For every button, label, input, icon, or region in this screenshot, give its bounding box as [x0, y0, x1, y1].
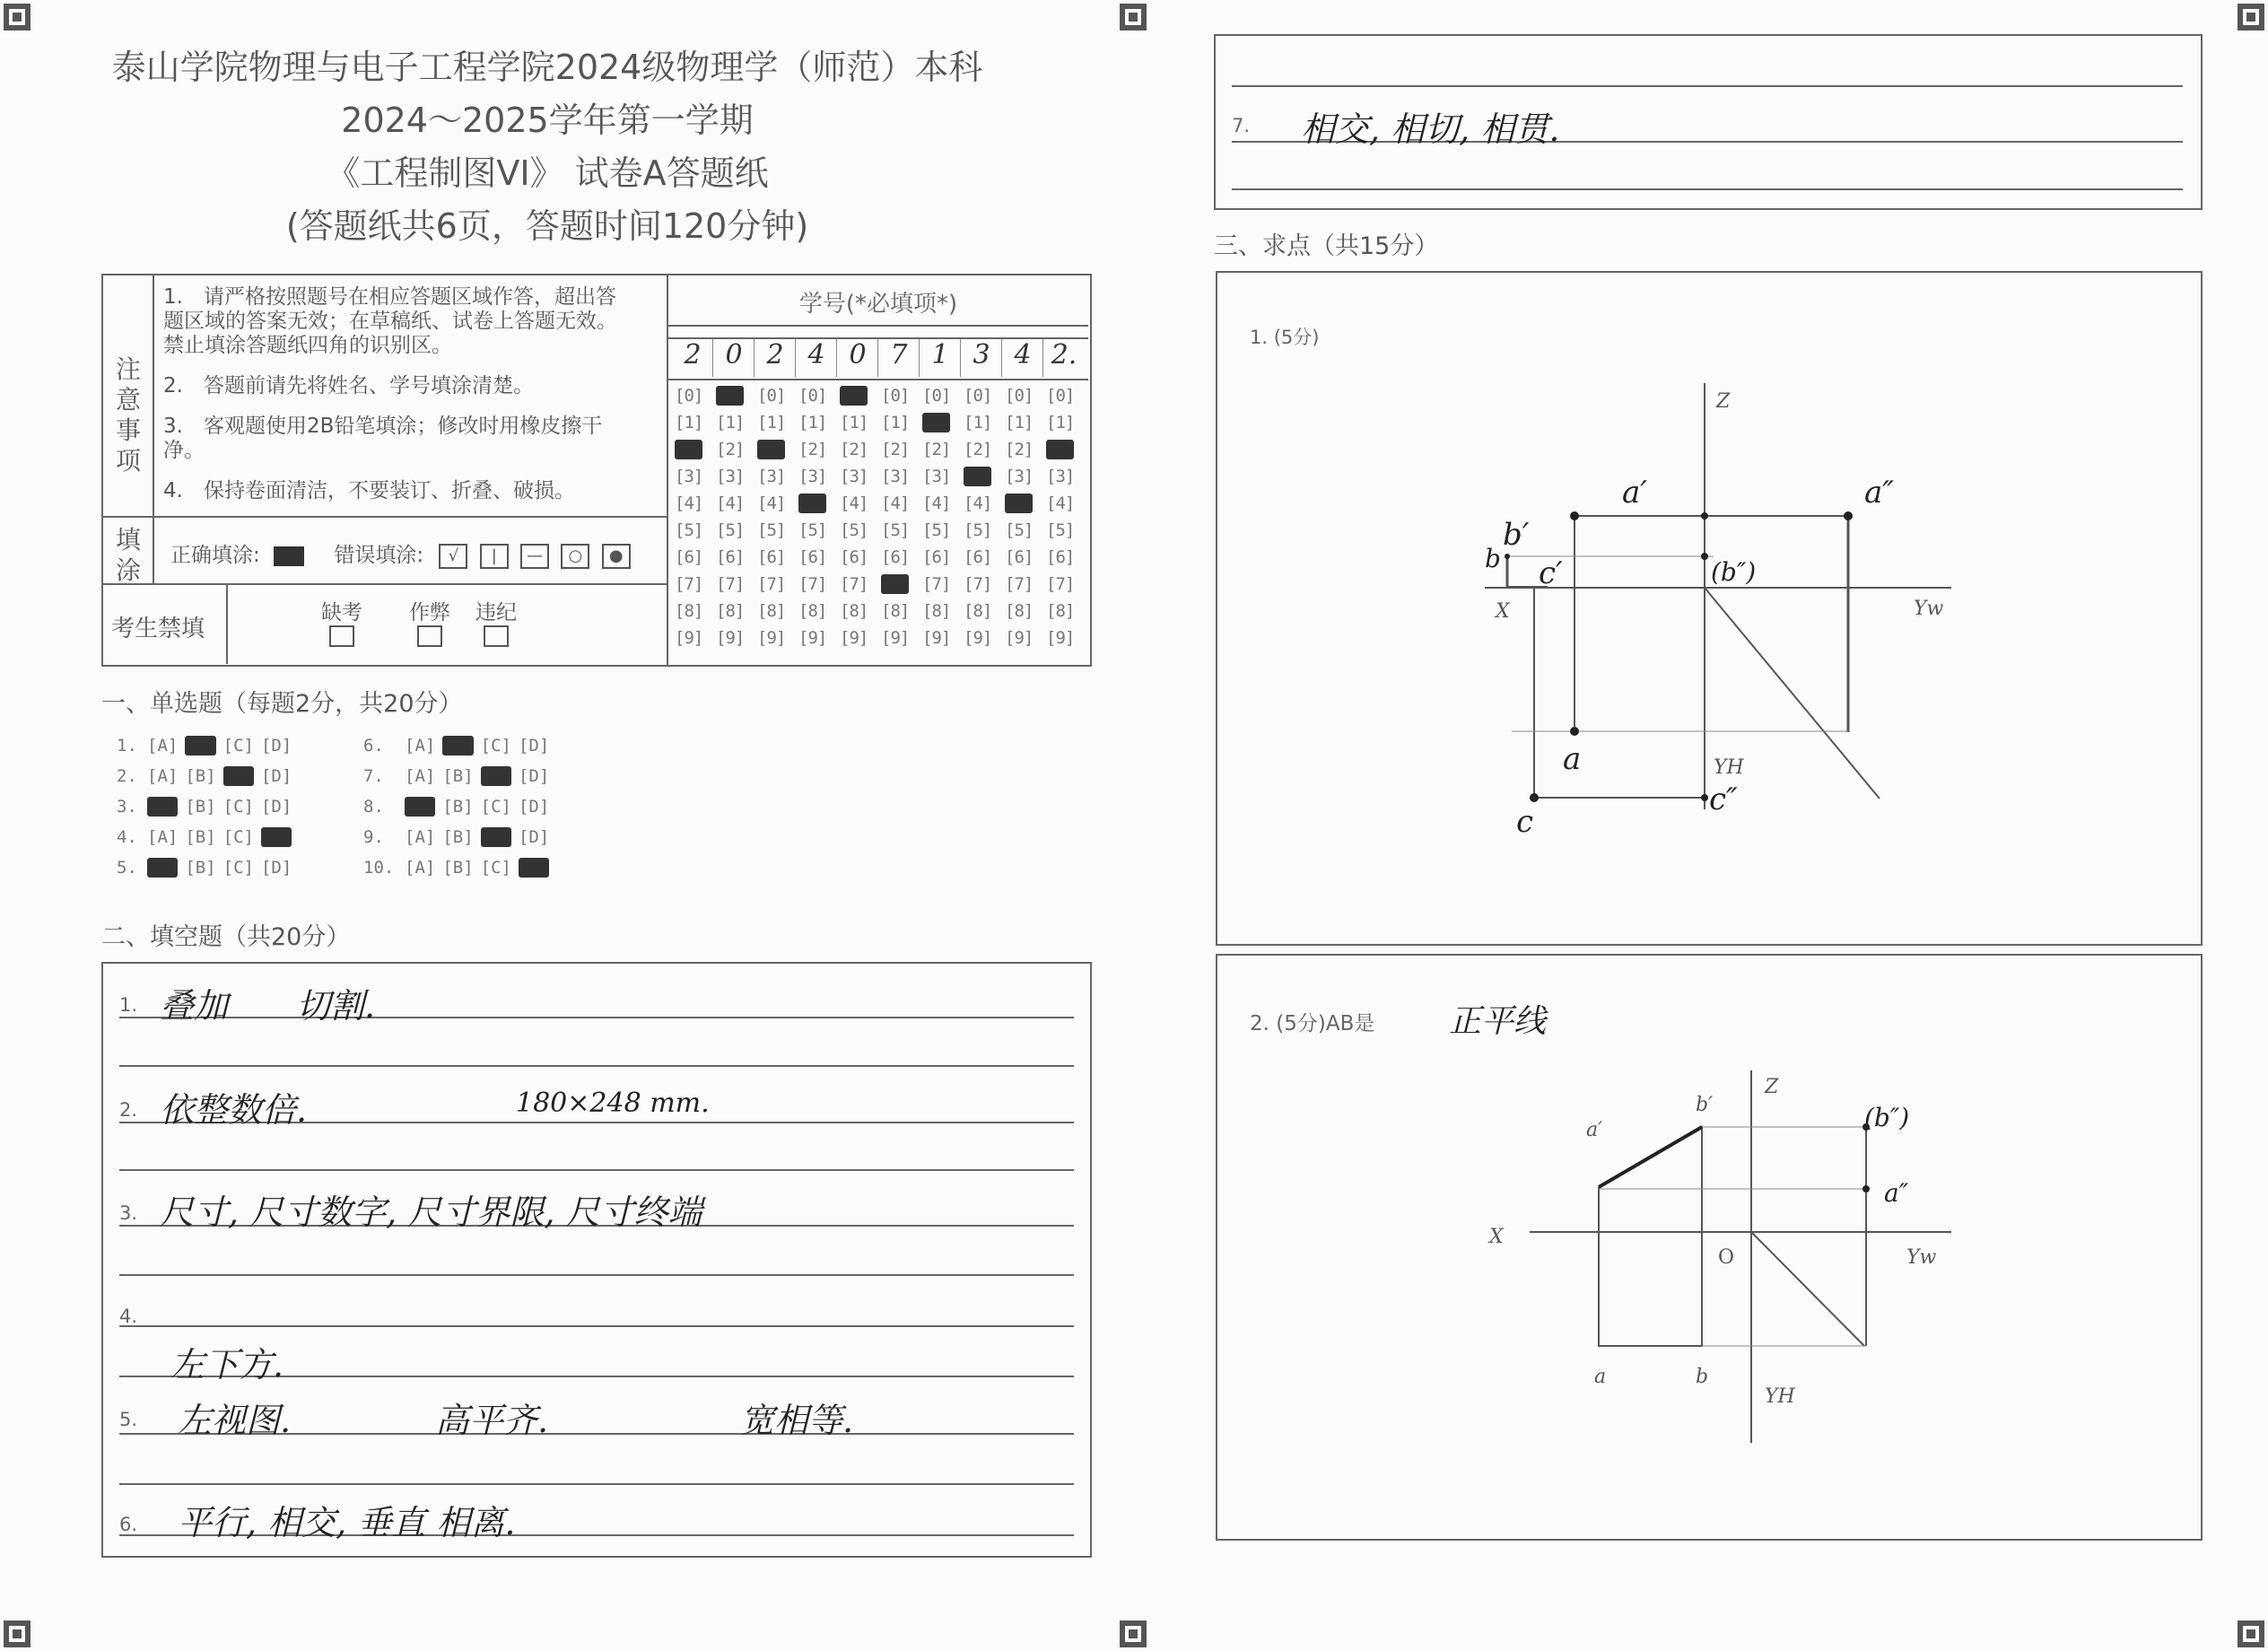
student-id-bubble[interactable]: [9]: [798, 628, 827, 648]
choice-bubble[interactable]: [223, 766, 254, 786]
fb-answer-7: 相交, 相切, 相贯.: [1301, 109, 1560, 149]
student-id-bubble[interactable]: [757, 440, 785, 459]
q1-label-a: a: [1563, 741, 1582, 777]
student-id-bubble[interactable]: [8]: [798, 601, 827, 621]
student-id-bubble[interactable]: [3]: [1005, 467, 1034, 486]
single-choice-question: [117, 827, 299, 847]
student-id-bubble[interactable]: [4]: [964, 494, 992, 513]
student-id-bubble[interactable]: [0]: [675, 386, 703, 406]
student-id-bubble[interactable]: [1]: [716, 413, 745, 432]
choice-bubble[interactable]: [147, 797, 178, 817]
q1-label-yh: YH: [1714, 756, 1744, 779]
question-number: 3.: [117, 797, 137, 817]
student-id-digit-2: 0: [725, 339, 743, 371]
choice-bubble[interactable]: [A]: [405, 858, 436, 878]
student-id-bubble[interactable]: [716, 386, 744, 406]
student-id-bubble[interactable]: [8]: [881, 601, 910, 621]
student-id-bubble[interactable]: [6]: [1046, 547, 1075, 567]
student-id-bubble[interactable]: [0]: [798, 386, 827, 406]
answer-rule-line: [119, 1483, 1074, 1485]
single-choice-question: [363, 736, 556, 756]
student-id-bubble[interactable]: [4]: [881, 494, 910, 513]
exam-title-line1: 泰山学院物理与电子工程学院2024级物理学（师范）本科: [111, 48, 983, 87]
choice-bubble[interactable]: [C]: [222, 858, 254, 878]
choice-bubble[interactable]: [D]: [518, 736, 550, 756]
fb-answer-1b: 切割.: [296, 986, 376, 1026]
student-id-bubble[interactable]: [5]: [716, 520, 745, 540]
choice-bubble[interactable]: [C]: [222, 797, 254, 817]
choice-bubble[interactable]: [481, 827, 511, 847]
answer-rule-line: [119, 1274, 1074, 1276]
student-id-bubble[interactable]: [8]: [757, 601, 786, 621]
wrong-fill-dash: —: [520, 544, 549, 569]
choice-bubble[interactable]: [442, 736, 473, 756]
student-id-bubble[interactable]: [6]: [798, 547, 827, 567]
q1-label-c2: c″: [1709, 782, 1738, 817]
single-choice-question: [117, 766, 299, 786]
student-id-bubble[interactable]: [0]: [757, 386, 786, 406]
question-number: 9.: [363, 827, 384, 847]
student-id-bubble[interactable]: [5]: [964, 520, 992, 540]
choice-bubble[interactable]: [D]: [260, 858, 292, 878]
single-choice-question: [117, 797, 299, 817]
student-id-bubble[interactable]: [0]: [881, 386, 910, 406]
student-id-bubble[interactable]: [3]: [675, 467, 703, 486]
student-id-bubble[interactable]: [3]: [881, 467, 910, 486]
q1-label-b2: (b″): [1711, 557, 1757, 587]
student-id-bubble[interactable]: [0]: [922, 386, 951, 406]
fb-answer-1a: 叠加: [160, 986, 229, 1026]
fb-num-7: 7.: [1232, 115, 1251, 136]
student-id-bubble[interactable]: [2]: [1005, 440, 1034, 459]
q1-projection-drawing: [1216, 271, 2199, 942]
choice-bubble[interactable]: [D]: [518, 797, 550, 817]
student-id-digit-10: 2.: [1051, 339, 1077, 371]
corner-marker-top-middle: [1120, 4, 1147, 31]
choice-bubble[interactable]: [B]: [185, 858, 216, 878]
student-id-bubble[interactable]: [6]: [964, 547, 992, 567]
absent-checkbox[interactable]: [329, 625, 354, 647]
student-id-digit-1: 2: [684, 339, 702, 371]
fb-num-3: 3.: [119, 1202, 138, 1224]
answer-rule-line: [119, 1017, 1074, 1018]
q2-label-b1: b′: [1696, 1094, 1714, 1116]
corner-marker-bottom-left: [4, 1620, 31, 1647]
student-id-bubble[interactable]: [5]: [922, 520, 951, 540]
student-id-bubble[interactable]: [3]: [716, 467, 745, 486]
q1-label-c: c: [1516, 804, 1534, 840]
q1-label-x: X: [1496, 600, 1510, 623]
choice-bubble[interactable]: [405, 797, 435, 817]
student-id-bubble[interactable]: [8]: [716, 601, 745, 621]
student-id-bubble[interactable]: [1]: [1005, 413, 1034, 432]
student-id-label: 学号(*必填项*): [798, 291, 958, 318]
student-id-bubble[interactable]: [1]: [881, 413, 910, 432]
student-id-bubble[interactable]: [1]: [675, 413, 703, 432]
question-number: 1.: [117, 736, 137, 756]
student-id-bubble[interactable]: [6]: [1005, 547, 1034, 567]
question-number: 2.: [117, 766, 137, 786]
choice-bubble[interactable]: [A]: [147, 766, 179, 786]
choice-bubble[interactable]: [B]: [442, 766, 474, 786]
corner-marker-top-left: [4, 4, 31, 31]
wrong-fill-label: 错误填涂:: [334, 544, 424, 567]
student-id-bubble[interactable]: [9]: [675, 628, 703, 648]
q2-label-b2: (b″): [1864, 1103, 1910, 1132]
q1-label-z: Z: [1716, 390, 1731, 413]
prohibited-violation: 违纪: [475, 596, 517, 652]
student-id-bubble[interactable]: [9]: [757, 628, 786, 648]
notice-label: 注意事项: [115, 354, 141, 476]
q1-label: 1. (5分): [1250, 327, 1320, 348]
student-id-bubble[interactable]: [2]: [716, 440, 745, 459]
wrong-fill-circle: ○: [561, 544, 589, 569]
question-number: 7.: [363, 766, 384, 786]
student-id-bubble[interactable]: [0]: [1046, 386, 1075, 406]
student-id-bubble[interactable]: [2]: [840, 440, 868, 459]
answer-rule-line: [119, 1065, 1074, 1067]
student-id-bubble[interactable]: [1]: [840, 413, 868, 432]
fb-num-2: 2.: [119, 1099, 138, 1121]
notice-item-1: 1. 请严格按照题号在相应答题区域作答，超出答题区域的答案无效；在草稿纸、试卷上答题无效。禁止填涂答题纸四角的识别区。: [163, 285, 617, 357]
q2-label-o: O: [1718, 1246, 1735, 1269]
choice-bubble[interactable]: [C]: [480, 736, 511, 756]
fb-num-6: 6.: [119, 1514, 138, 1535]
choice-bubble[interactable]: [B]: [185, 797, 216, 817]
student-id-bubble[interactable]: [3]: [840, 467, 868, 486]
fill-example: [170, 538, 636, 569]
student-id-digit-6: 7: [890, 339, 908, 371]
student-id-bubble[interactable]: [6]: [840, 547, 868, 567]
student-id-bubble[interactable]: [964, 467, 991, 486]
student-id-bubble[interactable]: [2]: [922, 440, 951, 459]
single-choice-question: [363, 766, 556, 786]
notice-item-2: 2. 答题前请先将姓名、学号填涂清楚。: [163, 374, 534, 397]
student-id-bubble[interactable]: [7]: [798, 574, 827, 594]
student-id-bubble[interactable]: [1]: [1046, 413, 1075, 432]
student-id-bubble[interactable]: [7]: [1046, 574, 1075, 594]
student-id-bubble[interactable]: [8]: [922, 601, 951, 621]
fb-answer-5a: 左视图.: [178, 1401, 292, 1440]
student-id-bubble[interactable]: [8]: [1005, 601, 1034, 621]
student-id-bubble[interactable]: [9]: [922, 628, 951, 648]
student-id-bubble[interactable]: [1005, 494, 1033, 513]
student-id-bubble[interactable]: [7]: [757, 574, 786, 594]
choice-bubble[interactable]: [C]: [222, 827, 254, 847]
student-id-bubble[interactable]: [675, 440, 702, 459]
student-id-bubble[interactable]: [7]: [964, 574, 992, 594]
corner-marker-bottom-right: [2237, 1620, 2264, 1647]
student-id-bubble[interactable]: [8]: [675, 601, 703, 621]
choice-bubble[interactable]: [519, 858, 549, 878]
student-id-digit-4: 4: [807, 339, 825, 371]
choice-bubble[interactable]: [261, 827, 292, 847]
question-number: 8.: [363, 797, 384, 817]
student-id-bubble[interactable]: [5]: [1046, 520, 1075, 540]
q2-label-a: a: [1594, 1366, 1607, 1388]
prohibited-absent: 缺考: [321, 596, 362, 652]
choice-bubble[interactable]: [A]: [405, 766, 436, 786]
single-choice-question: [363, 797, 556, 817]
choice-bubble[interactable]: [B]: [185, 766, 216, 786]
student-id-bubble[interactable]: [7]: [840, 574, 868, 594]
choice-bubble[interactable]: [D]: [260, 797, 292, 817]
choice-bubble[interactable]: [D]: [518, 827, 550, 847]
q2-label-a2: a″: [1884, 1178, 1909, 1208]
student-id-bubble[interactable]: [5]: [881, 520, 910, 540]
question-number: 6.: [363, 736, 384, 756]
answer-rule-line: [119, 1169, 1074, 1171]
choice-bubble[interactable]: [B]: [442, 858, 474, 878]
student-id-digit-9: 4: [1014, 339, 1032, 371]
fb-num-4: 4.: [119, 1306, 138, 1327]
student-id-bubble[interactable]: [6]: [881, 547, 910, 567]
choice-bubble[interactable]: [D]: [260, 766, 292, 786]
wrong-fill-check: √: [439, 544, 467, 569]
student-id-bubble[interactable]: [0]: [964, 386, 992, 406]
choice-bubble[interactable]: [B]: [442, 797, 474, 817]
student-id-bubble[interactable]: [7]: [1005, 574, 1034, 594]
student-id-bubble[interactable]: [798, 494, 826, 513]
single-choice-question: [117, 858, 299, 878]
student-id-bubble[interactable]: [3]: [757, 467, 786, 486]
student-id-bubble[interactable]: [7]: [675, 574, 703, 594]
violation-checkbox[interactable]: [484, 625, 509, 647]
q1-label-a1: a′: [1622, 475, 1647, 511]
student-id-bubble[interactable]: [881, 574, 909, 594]
question-number: 4.: [117, 827, 137, 847]
choice-bubble[interactable]: [D]: [260, 736, 292, 756]
q1-label-c1: c′: [1539, 555, 1563, 591]
student-id-bubble[interactable]: [2]: [798, 440, 827, 459]
student-id-bubble[interactable]: [8]: [1046, 601, 1075, 621]
cheat-checkbox[interactable]: [417, 625, 442, 647]
q2-label-z: Z: [1765, 1076, 1779, 1098]
fill-label: 填涂: [115, 525, 141, 585]
find-point-title: 三、求点（共15分）: [1214, 232, 1439, 260]
fb-answer-4: 左下方.: [170, 1345, 284, 1385]
q2-projection-drawing: [1216, 954, 2199, 1537]
student-id-bubble[interactable]: [5]: [675, 520, 703, 540]
fb-num-5: 5.: [119, 1409, 138, 1430]
choice-bubble[interactable]: [C]: [480, 797, 511, 817]
fill-blank-title: 二、填空题（共20分）: [101, 923, 351, 951]
student-id-digit-7: 1: [931, 339, 949, 371]
student-id-bubble[interactable]: [6]: [716, 547, 745, 567]
choice-bubble[interactable]: [B]: [442, 827, 474, 847]
q2-label: 2. (5分)AB是: [1250, 1012, 1375, 1035]
single-choice-title: 一、单选题（每题2分，共20分）: [101, 690, 463, 718]
student-id-bubble[interactable]: [3]: [798, 467, 827, 486]
student-id-bubble[interactable]: [3]: [922, 467, 951, 486]
fill-blank-box: [101, 962, 1092, 1558]
student-id-bubble[interactable]: [1]: [798, 413, 827, 432]
student-id-bubble[interactable]: [7]: [922, 574, 951, 594]
question-number: 10.: [363, 858, 395, 878]
student-id-bubble[interactable]: [6]: [757, 547, 786, 567]
prohibited-label: 考生禁填: [111, 616, 205, 642]
corner-marker-top-right: [2237, 4, 2264, 31]
wrong-fill-bar: |: [480, 544, 509, 569]
q2-label-b: b: [1696, 1366, 1709, 1388]
student-id-bubble[interactable]: [4]: [716, 494, 745, 513]
fb-answer-5b: 高平齐.: [435, 1401, 549, 1440]
student-id-bubble[interactable]: [0]: [1005, 386, 1034, 406]
q2-label-x: X: [1489, 1226, 1504, 1248]
single-choice-question: [363, 827, 556, 847]
student-id-bubble[interactable]: [3]: [1046, 467, 1075, 486]
student-id-bubble[interactable]: [1]: [757, 413, 786, 432]
student-id-bubble[interactable]: [922, 413, 950, 432]
student-id-bubble[interactable]: [8]: [964, 601, 992, 621]
notice-item-4: 4. 保持卷面清洁，不要装订、折叠、破损。: [163, 479, 575, 502]
student-id-bubble[interactable]: [9]: [716, 628, 745, 648]
student-id-bubble[interactable]: [5]: [757, 520, 786, 540]
choice-bubble[interactable]: [C]: [222, 736, 254, 756]
q1-label-yw: Yw: [1914, 598, 1944, 620]
student-id-bubble[interactable]: [2]: [881, 440, 910, 459]
choice-bubble[interactable]: [A]: [147, 736, 179, 756]
student-id-bubble[interactable]: [9]: [881, 628, 910, 648]
choice-bubble[interactable]: [A]: [405, 736, 436, 756]
choice-bubble[interactable]: [D]: [518, 766, 550, 786]
fb-num-1: 1.: [119, 994, 138, 1016]
student-id-bubble[interactable]: [7]: [716, 574, 745, 594]
choice-bubble[interactable]: [A]: [147, 827, 179, 847]
student-id-digit-3: 2: [766, 339, 784, 371]
notice-item-3: 3. 客观题使用2B铅笔填涂；修改时用橡皮擦干净。: [163, 415, 603, 462]
student-id-digit-8: 3: [973, 339, 990, 371]
student-id-bubble[interactable]: [6]: [922, 547, 951, 567]
fb-answer-6: 平行, 相交, 垂直 相离.: [178, 1503, 516, 1542]
student-id-bubble[interactable]: [6]: [675, 547, 703, 567]
wrong-fill-dot: ●: [602, 544, 631, 569]
answer-rule-line: [119, 1325, 1074, 1327]
exam-title-line4: (答题纸共6页，答题时间120分钟): [285, 206, 809, 246]
choice-bubble[interactable]: [147, 858, 178, 878]
exam-title-line3: 《工程制图VI》 试卷A答题纸: [326, 153, 769, 193]
q1-label-b0: b: [1485, 544, 1501, 573]
choice-bubble[interactable]: [B]: [185, 827, 216, 847]
student-id-bubble[interactable]: [2]: [964, 440, 992, 459]
student-id-bubble[interactable]: [1046, 440, 1074, 459]
corner-marker-bottom-middle: [1120, 1620, 1147, 1647]
q2-label-yh: YH: [1765, 1385, 1795, 1408]
prohibited-cheat: 作弊: [409, 596, 450, 652]
student-id-bubble[interactable]: [8]: [840, 601, 868, 621]
student-id-bubble[interactable]: [4]: [757, 494, 786, 513]
choice-bubble[interactable]: [A]: [405, 827, 436, 847]
student-id-bubble[interactable]: [5]: [798, 520, 827, 540]
student-id-bubble[interactable]: [9]: [1005, 628, 1034, 648]
student-id-bubble[interactable]: [4]: [675, 494, 703, 513]
fb-answer-5c: 宽相等.: [740, 1401, 854, 1440]
q2-label-a1: a′: [1586, 1119, 1603, 1141]
single-choice-question: [117, 736, 299, 756]
choice-bubble[interactable]: [C]: [480, 858, 511, 878]
question-number: 5.: [117, 858, 137, 878]
student-id-bubble[interactable]: [4]: [1046, 494, 1075, 513]
student-id-bubble[interactable]: [4]: [922, 494, 951, 513]
exam-title-line2: 2024～2025学年第一学期: [341, 100, 754, 140]
correct-fill-sample: [274, 546, 304, 566]
q1-label-b1: b′: [1503, 517, 1530, 553]
student-id-bubble[interactable]: [5]: [840, 520, 868, 540]
choice-bubble[interactable]: [185, 736, 215, 756]
student-id-bubble[interactable]: [9]: [964, 628, 992, 648]
student-id-bubble[interactable]: [9]: [840, 628, 868, 648]
correct-fill-label: 正确填涂:: [170, 544, 260, 567]
student-id-bubble[interactable]: [9]: [1046, 628, 1075, 648]
fb-answer-3: 尺寸, 尺寸数字, 尺寸界限, 尺寸终端: [160, 1192, 702, 1232]
student-id-bubble[interactable]: [1]: [964, 413, 992, 432]
q2-label-yw: Yw: [1906, 1246, 1937, 1269]
q2-answer: 正平线: [1449, 1003, 1547, 1040]
student-id-bubble[interactable]: [4]: [840, 494, 868, 513]
student-id-bubble[interactable]: [5]: [1005, 520, 1034, 540]
student-id-bubble[interactable]: [840, 386, 868, 406]
student-id-digit-5: 0: [849, 339, 867, 371]
q1-label-a2: a″: [1864, 475, 1894, 511]
single-choice-question: [363, 858, 556, 878]
fb-answer-2b: 180×248 mm.: [516, 1088, 710, 1119]
fb-answer-2a: 依整数倍.: [160, 1090, 308, 1130]
choice-bubble[interactable]: [481, 766, 511, 786]
notice-list: [163, 285, 630, 520]
